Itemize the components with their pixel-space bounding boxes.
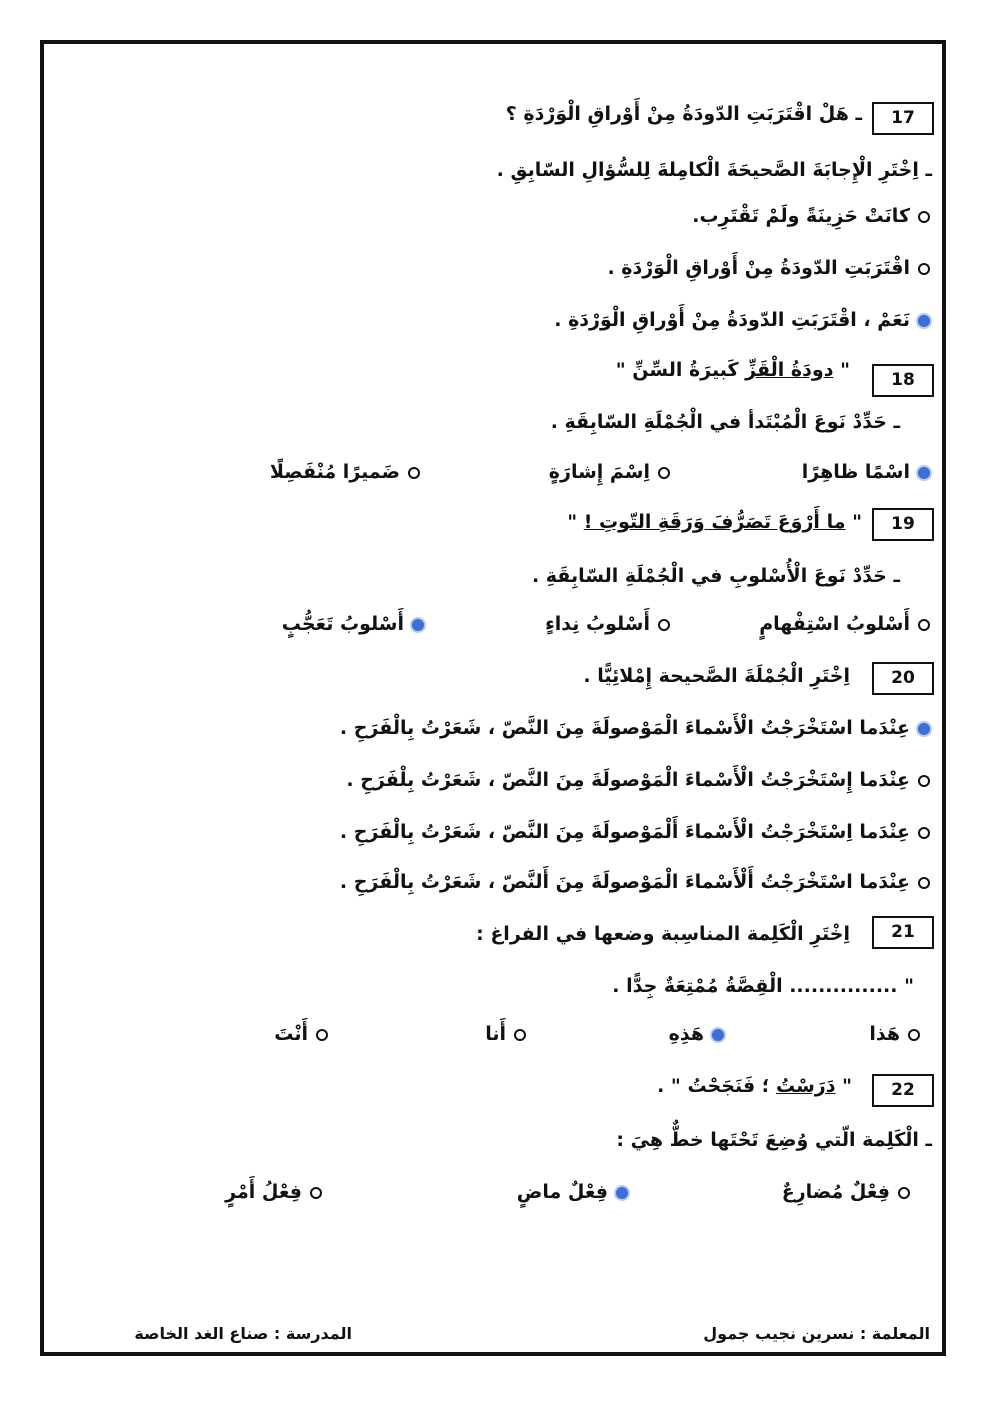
q20-instruction: اِخْتَرِ الْجُمْلَةَ الصَّحيحة إِمْلائِيًّا . — [583, 665, 850, 687]
option-label: عِنْدَما اسْتَخْرَجْتُ الْأَسْماءَ الْمَوْصولَةَ مِنَ النَّصّ ، شَعَرْتُ بِالْفَرَحِ . — [339, 717, 910, 739]
underlined-word: دَرَسْتُ — [775, 1075, 836, 1097]
q21-option-4[interactable] — [274, 1020, 328, 1048]
q19-sentence — [567, 508, 862, 536]
q17-option-2[interactable] — [607, 254, 930, 282]
q18-option-3[interactable] — [270, 458, 420, 486]
radio-empty-icon[interactable] — [918, 775, 930, 787]
q20-option-4[interactable] — [340, 868, 930, 896]
option-label: فِعْلٌ ماضٍ — [516, 1181, 608, 1203]
option-label: اسْمًا ظاهِرًا — [801, 461, 910, 483]
option-label: فِعْلُ أَمْرٍ — [225, 1181, 302, 1203]
radio-selected-icon[interactable] — [918, 467, 930, 479]
q18-option-2[interactable] — [549, 458, 670, 486]
q17-instruction: ـ اِخْتَرِ الْإِجابَةَ الصَّحيحَةَ الْكامِلةَ لِلسُّؤالِ السّابِقِ . — [496, 159, 932, 181]
option-label: نَعَمْ ، اقْتَرَبَتِ الدّودَةُ مِنْ أَوْراقِ الْوَرْدَةِ . — [554, 309, 910, 331]
question-number-18: 18 — [872, 364, 934, 397]
radio-empty-icon[interactable] — [908, 1029, 920, 1041]
q19-option-1[interactable] — [759, 610, 930, 638]
radio-empty-icon[interactable] — [918, 827, 930, 839]
radio-empty-icon[interactable] — [918, 263, 930, 275]
radio-empty-icon[interactable] — [316, 1029, 328, 1041]
question-number-20: 20 — [872, 662, 934, 695]
option-label: أَسْلوبُ اسْتِفْهامٍ — [759, 613, 910, 635]
option-label: هَذِهِ — [668, 1023, 704, 1045]
page-border — [40, 40, 946, 1356]
option-label: اِسْمَ إِشارَةٍ — [548, 461, 650, 483]
quote-mark: " — [840, 359, 850, 381]
option-label: ضَميرًا مُنْفَصِلًا — [269, 461, 400, 483]
radio-empty-icon[interactable] — [514, 1029, 526, 1041]
option-label: أَسْلوبُ تَعَجُّبٍ — [281, 613, 404, 635]
q21-option-3[interactable] — [485, 1020, 526, 1048]
q22-option-3[interactable] — [225, 1178, 322, 1206]
radio-empty-icon[interactable] — [918, 619, 930, 631]
quote-mark: " — [852, 511, 862, 533]
q19-instruction: ـ حَدِّدْ نَوعَ الْأُسْلوبِ في الْجُمْلَةِ السّابِقَةِ . — [531, 565, 900, 587]
underlined-sentence: ما أَرْوَعَ تَصَرُّفَ وَرَقَةِ التّوتِ ! — [583, 511, 846, 533]
q18-option-1[interactable] — [802, 458, 930, 486]
q22-sentence — [657, 1072, 852, 1100]
q17-option-1[interactable] — [692, 202, 930, 230]
radio-selected-icon[interactable] — [412, 619, 424, 631]
q18-sentence — [616, 356, 850, 384]
question-number-17: 17 — [872, 102, 934, 135]
question-number-21: 21 — [872, 916, 934, 949]
option-label: أَنا — [485, 1023, 506, 1045]
option-label: أَسْلوبُ نِداءٍ — [545, 613, 650, 635]
option-label: كانَتْ حَزِينَةً ولَمْ تَقْتَرِب. — [692, 205, 910, 227]
radio-selected-icon[interactable] — [616, 1187, 628, 1199]
radio-selected-icon[interactable] — [918, 723, 930, 735]
footer-teacher: المعلمة : نسرين نجيب جمول — [703, 1324, 930, 1343]
radio-empty-icon[interactable] — [918, 211, 930, 223]
radio-empty-icon[interactable] — [408, 467, 420, 479]
option-label: عِنْدَما اسْتَخْرَجْتُ أَلْأَسْماءَ الْمَوْصولَةَ مِنَ أَلنَّصّ ، شَعَرْتُ بِالْفَرَحِ . — [339, 871, 910, 893]
q20-option-3[interactable] — [340, 818, 930, 846]
option-label: فِعْلٌ مُضارِعٌ — [781, 1181, 890, 1203]
underlined-word: دودَةُ الْقَزِّ — [745, 359, 834, 381]
q22-option-1[interactable] — [782, 1178, 910, 1206]
option-label: هَذا — [869, 1023, 900, 1045]
q21-instruction: اِخْتَرِ الْكَلِمة المناسِبة وضعها في الفراغ : — [476, 923, 850, 945]
radio-selected-icon[interactable] — [918, 315, 930, 327]
q20-option-1[interactable] — [340, 714, 930, 742]
sentence-rest: كَبيرَةُ السِّنِّ " — [615, 359, 746, 381]
option-label: عِنْدَما اِسْتَخْرَجْتُ الْأَسْماءَ أَلْمَوْصولَةَ مِنَ النَّصّ ، شَعَرْتُ بِالْفَرَحِ . — [339, 821, 910, 843]
radio-empty-icon[interactable] — [658, 467, 670, 479]
radio-empty-icon[interactable] — [898, 1187, 910, 1199]
q22-instruction: ـ الْكَلِمة الّتي وُضِعَ تَحْتَها خطٌّ هِيَ : — [616, 1129, 932, 1151]
q19-option-2[interactable] — [545, 610, 670, 638]
q22-option-2[interactable] — [517, 1178, 628, 1206]
radio-empty-icon[interactable] — [918, 877, 930, 889]
q19-option-3[interactable] — [282, 610, 424, 638]
q17-option-3[interactable] — [554, 306, 930, 334]
question-number-19: 19 — [872, 508, 934, 541]
quote-mark: " — [567, 511, 584, 533]
question-number-22: 22 — [872, 1074, 934, 1107]
footer-school: المدرسة : صناع الغد الخاصة — [134, 1324, 352, 1343]
radio-empty-icon[interactable] — [310, 1187, 322, 1199]
q21-option-1[interactable] — [869, 1020, 920, 1048]
option-label: عِنْدَما إِسْتَخْرَجْتُ الْأَسْماءَ الْمَوْصولَةَ مِنَ النَّصّ ، شَعَرْتُ بِلْفَرَحِ . — [346, 769, 910, 791]
q20-option-2[interactable] — [346, 766, 930, 794]
option-label: أَنْتَ — [274, 1023, 308, 1045]
quote-mark: " — [842, 1075, 852, 1097]
radio-empty-icon[interactable] — [658, 619, 670, 631]
q18-instruction: ـ حَدِّدْ نَوعَ الْمُبْتَدأ في الْجُمْلَةِ السّابِقَةِ . — [550, 411, 900, 433]
radio-selected-icon[interactable] — [712, 1029, 724, 1041]
q17-question: ـ هَلْ اقْتَرَبَتِ الدّودَةُ مِنْ أَوْراقِ الْوَرْدَةِ ؟ — [505, 103, 862, 125]
q21-sentence: " ............... الْقِصَّةُ مُمْتِعَةٌ جِدًّا . — [612, 975, 914, 997]
sentence-rest: ؛ فَنَجَحْتُ " . — [657, 1075, 776, 1097]
option-label: اقْتَرَبَتِ الدّودَةُ مِنْ أَوْراقِ الْوَرْدَةِ . — [607, 257, 910, 279]
q21-option-2[interactable] — [669, 1020, 724, 1048]
